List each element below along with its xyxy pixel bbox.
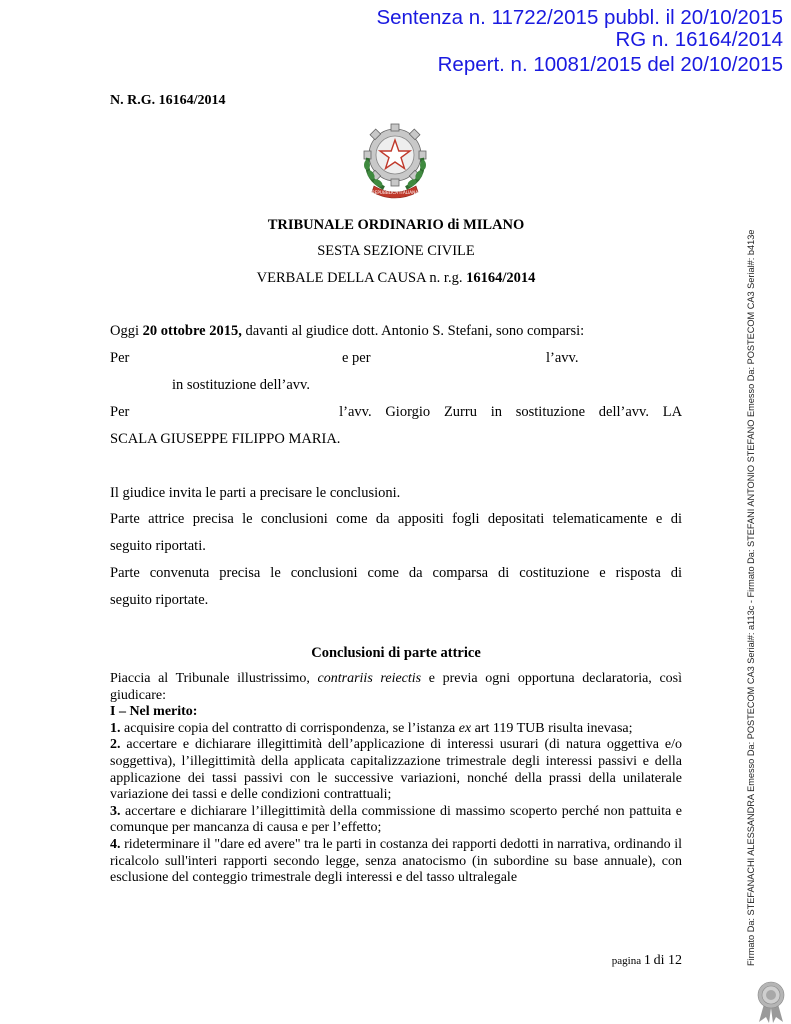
attrice-line-1: Parte attrice precisa le conclusioni come da appositi fogli depositati telematicamente e di [110, 511, 682, 527]
court-title: TRIBUNALE ORDINARIO di MILANO [267, 217, 525, 233]
convenuta-line-1: Parte convenuta precisa le conclusioni come da comparsa di costituzione e risposta di [110, 565, 682, 581]
emblem-ribbon-text: REPUBBLICA ITALIANA [371, 190, 419, 195]
publication-stamp-line-1: Sentenza n. 11722/2015 pubbl. il 20/10/2015 [376, 6, 783, 29]
merito-heading: I – Nel merito: [110, 704, 198, 720]
per-line-2: Per l’avv. Giorgio Zurru in sostituzione dell’avv. LA [110, 404, 683, 420]
digital-signature-strip: Firmato Da: STEFANACHI ALESSANDRA Emesso Da: POSTECOM CA3 Serial#: a113c - Firmato Da: STEFANI ANTONIO STEFANO Emesso Da: POSTECOM CA3 Serial#: b413e [746, 229, 756, 966]
conclusioni-item-2: 2. accertare e dichiarare illegittimità dell’applicazione di interessi usurari (di natura oggettiva e/o soggettiva), l’illegittimità della applicata capitalizzazione trimestrale degli interessi passivi e della applicazione dei tassi passivi con le successive variazioni, nonché della prassi della unilaterale variazione dei tassi e delle condizioni contrattuali; [110, 737, 682, 803]
rosette-seal-icon [753, 980, 789, 1024]
per-line-1-label: Per [110, 350, 130, 366]
conclusioni-heading: Conclusioni di parte attrice [311, 645, 481, 661]
per-line-1-eper: e per [342, 350, 371, 366]
giudice-invita: Il giudice invita le parti a precisare le conclusioni. [110, 485, 401, 501]
sostituzione-line: in sostituzione dell’avv. [172, 377, 310, 393]
conclusioni-intro: Piaccia al Tribunale illustrissimo, contrariis reiectis e previa ogni opportuna declaratoria, così giudicare: [110, 671, 682, 703]
verbale-title: VERBALE DELLA CAUSA n. r.g. 16164/2014 [256, 270, 536, 286]
republic-emblem-icon [354, 118, 436, 200]
attrice-line-2: seguito riportati. [110, 538, 206, 554]
oggi-paragraph: Oggi 20 ottobre 2015, davanti al giudice dott. Antonio S. Stefani, sono comparsi: [110, 323, 585, 339]
conclusioni-item-3: 3. accertare e dichiarare l’illegittimità della commissione di massimo scoperto perché non pattuita e comunque per mancanza di causa e per l’effetto; [110, 803, 682, 836]
convenuta-line-2: seguito riportate. [110, 592, 209, 608]
conclusioni-body [110, 671, 682, 887]
conclusioni-item-4: 4. rideterminare il "dare ed avere" tra le parti in costanza dei rapporti dedotti in narrativa, ordinando il ricalcolo sull'interi rapporti secondo legge, senza anatocismo (in subordine su base annuale), con esclusione del conteggio trimestrale degli interessi e del tasso ultralegale [110, 836, 682, 886]
publication-stamp-line-2: RG n. 16164/2014 [615, 28, 783, 51]
per-line-1-avv: l’avv. [546, 350, 579, 366]
page-number: pagina 1 di 12 [611, 953, 682, 968]
court-section: SESTA SEZIONE CIVILE [317, 243, 475, 259]
conclusioni-item-1: 1. acquisire copia del contratto di corrispondenza, se l’istanza ex art 119 TUB risulta inevasa; [110, 720, 633, 736]
publication-stamp-line-3: Repert. n. 10081/2015 del 20/10/2015 [437, 53, 783, 76]
rg-number: N. R.G. 16164/2014 [110, 93, 226, 108]
per-line-2-continued: SCALA GIUSEPPE FILIPPO MARIA. [110, 431, 341, 447]
